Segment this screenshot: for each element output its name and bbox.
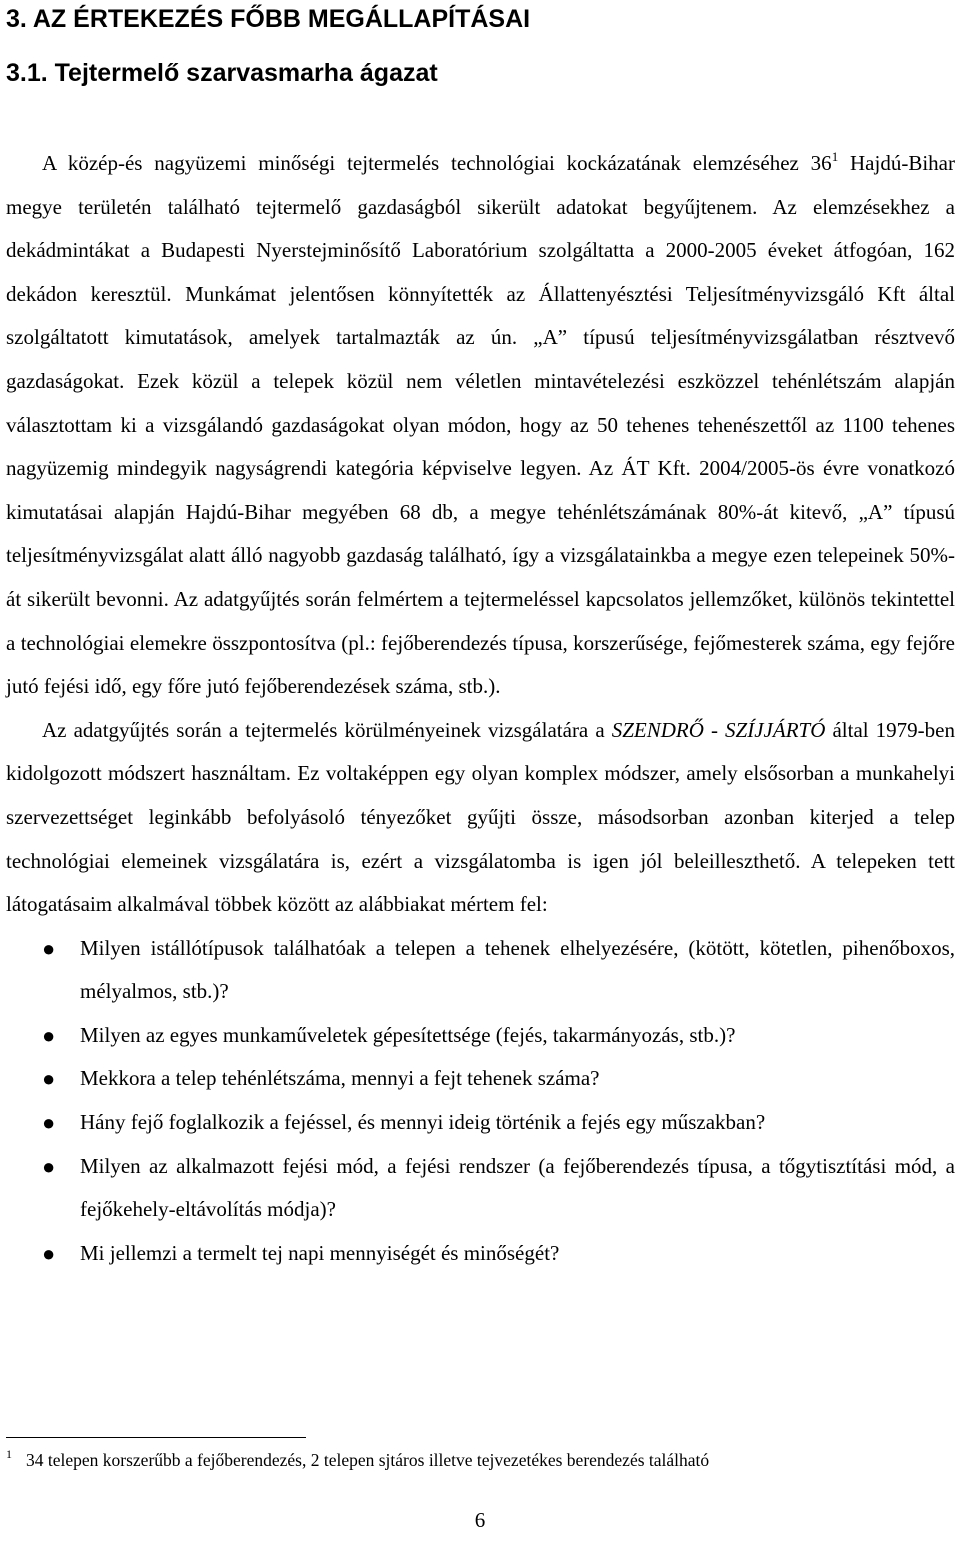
paragraph-1-rest: Hajdú-Bihar megye területén található tejtermelő gazdaságból sikerült adatokat begyűjtenem. Az elemzésekhez a dekádmintákat a Budapesti Nyerstejminősítő Laboratórium szolgáltatta a 2000-2005 éveket átfogóan, 162 dekádon keresztül. Munkámat jelentősen könnyítették az Állattenyésztési Teljesítményvizsgáló Kft által szolgáltatott kimutatások, amelyek tartalmazták az ún. „A” típusú teljesítményvizsgálatban résztvevő gazdaságokat. Ezek közül a telepek közül nem véletlen mintavételezési eszközzel tehénlétszám alapján választottam ki a vizsgálandó gazdaságokat olyan módon, hogy az 50 tehenes tehenészettől az 1100 tehenes nagyüzemig mindegyik nagyságrendi kategória képviselve legyen. Az ÁT Kft. 2004/2005-ös évre vonatkozó kimutatásai alapján Hajdú-Bihar megyében 68 db, a megye tehénlétszámának 80%-át kitevő, „A” típusú teljesítményvizsgálat alatt álló nagyobb gazdaság található, így a vizsgálatainkba a megye ezen telepeinek 50%-át sikerült bevonni. Az adatgyűjtés során felmértem a tejtermeléssel kapcsolatos jellemzőket, különös tekintettel a technológiai elemekre összpontosítva (pl.: fejőberendezés típusa, korszerűsége, fejőmesterek száma, egy fejőre jutó fejési idő, egy főre jutó fejőberendezések száma, stb.). — [6, 151, 955, 699]
footnote-separator — [6, 1437, 306, 1438]
list-item-text: Hány fejő foglalkozik a fejéssel, és mennyi ideig történik a fejés egy műszakban? — [80, 1110, 766, 1135]
list-item — [6, 1232, 955, 1276]
paragraph-2-start: Az adatgyűjtés során a tejtermelés körülményeinek vizsgálatára a — [42, 717, 612, 742]
list-item-text: Milyen istállótípusok találhatóak a telepen a tehenek elhelyezésére, (kötött, kötetlen, pihenőboxos, mélyalmos, stb.)? — [80, 935, 955, 1004]
paragraph-1-start: A közép-és nagyüzemi minőségi tejtermelés technológiai kockázatának elemzéséhez 36 — [42, 151, 832, 175]
list-item-text: Mekkora a telep tehénlétszáma, mennyi a fejt tehenek száma? — [80, 1066, 600, 1091]
chapter-heading: 3. AZ ÉRTEKEZÉS FŐBB MEGÁLLAPÍTÁSAI — [6, 5, 531, 33]
bullet-icon: ● — [42, 935, 56, 961]
bullet-icon: ● — [42, 1110, 56, 1136]
section-heading: 3.1. Tejtermelő szarvasmarha ágazat — [6, 59, 438, 87]
footnote-mark: 1 — [6, 1447, 12, 1461]
list-item — [6, 927, 955, 1014]
list-item-text: Milyen az egyes munkaműveletek gépesítettsége (fejés, takarmányozás, stb.)? — [80, 1022, 736, 1047]
bullet-icon: ● — [42, 1153, 56, 1179]
footnote — [6, 1448, 709, 1472]
list-item — [6, 1145, 955, 1232]
paragraph-2 — [6, 709, 955, 927]
paragraph-2-rest: által 1979-ben kidolgozott módszert használtam. Ez voltaképpen egy olyan komplex módszer, amely elsősorban a munkahelyi szervezettséget leginkább befolyásoló tényezőket gyűjti össze, másodsorban azonban kiterjed a telep technológiai elemeinek vizsgálatára is, ezért a vizsgálatomba is igen jól beleilleszthető. A telepeken tett látogatásaim alkalmával többek között az alábbiakat mértem fel: — [6, 717, 955, 917]
list-item — [6, 1057, 955, 1101]
question-list — [6, 927, 955, 1276]
list-item — [6, 1014, 955, 1058]
body-text — [6, 142, 955, 1275]
page-number: 6 — [474, 1508, 486, 1532]
bullet-icon: ● — [42, 1240, 56, 1266]
footnote-reference: 1 — [831, 149, 839, 164]
footnote-text: 34 telepen korszerűbb a fejőberendezés, 2 telepen sjtáros illetve tejvezetékes berendezés található — [26, 1450, 710, 1470]
list-item-text: Mi jellemzi a termelt tej napi mennyiségét és minőségét? — [80, 1240, 560, 1265]
list-item — [6, 1101, 955, 1145]
bullet-icon: ● — [42, 1022, 56, 1048]
bullet-icon: ● — [42, 1066, 56, 1092]
cited-authors: SZENDRŐ - SZÍJJÁRTÓ — [611, 717, 826, 742]
list-item-text: Milyen az alkalmazott fejési mód, a fejési rendszer (a fejőberendezés típusa, a tőgytisztítási mód, a fejőkehely-eltávolítás módja)? — [80, 1153, 955, 1222]
paragraph-1 — [6, 142, 955, 709]
